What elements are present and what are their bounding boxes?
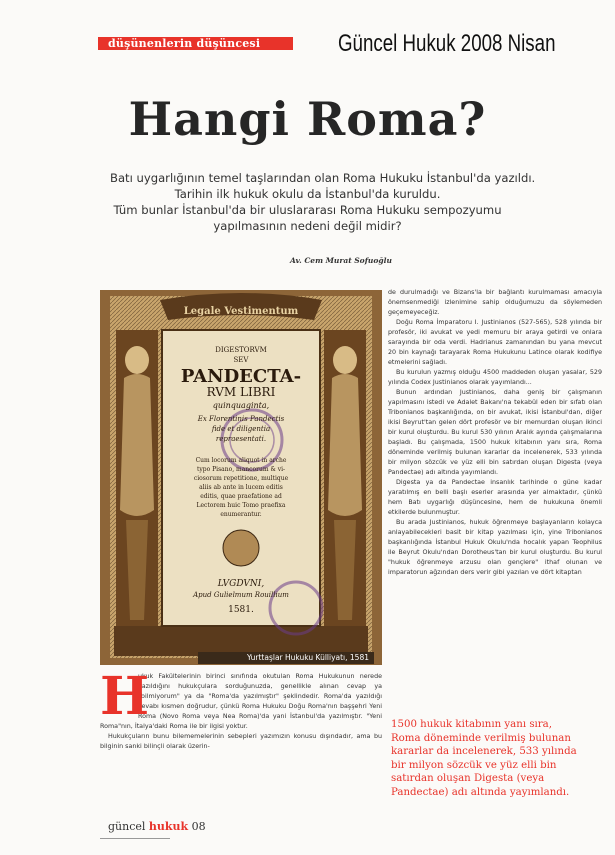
figure-page-line: ciosorum repetitione, multique (193, 475, 289, 482)
figure-page-line: PANDECTA- (180, 366, 302, 387)
article-subtitle (110, 170, 536, 234)
figure-page-line: typo Pisano, mancorum & vi- (196, 466, 286, 473)
figure-caption: Yurttaşlar Hukuku Külliyatı, 1581 (198, 652, 374, 664)
footer-divider (100, 838, 170, 839)
paragraph: Digesta ya da Pandectae insanlık tarihinde o güne kadar yaratılmış en belli başlı eserler arasında yer almaktadır, çünkü hem Batı uygarlığı düşüncesine, hem de hukukuna önemli etkilerde bulunmuştur. (388, 479, 602, 516)
article-headline: Hangi Roma? (128, 92, 487, 146)
figure-page-line: aliis ab ante in lucem editis (199, 484, 283, 491)
paragraph: Bu arada Justinianos, hukuk öğrenmeye başlayanların kolayca anlayabilecekleri basit bir kitap yazılması için, yine Tribonianos başkanlığında İstanbul Hukuk Okulu'nda hocalık yapan Teophilus ile Beyrut Okulu'ndan Dorotheus'tan bir kurul oluşturdu. Bu kurul "hukuk öğrenmeye arzusu olan gençlere" ithaf olunan ve imparatorun ağzından ders verir gibi yazılan ve dört kitaptan (388, 519, 602, 576)
article-right-column (388, 288, 602, 578)
pull-quote-line: bir milyon sözcük ve yüz elli bin (391, 759, 557, 771)
pull-quote-line: 1500 hukuk kitabının yanı sıra, (391, 719, 552, 730)
pull-quote (391, 718, 613, 799)
pull-quote-line: satırdan oluşan Digesta (veya (391, 773, 545, 784)
page-footer (108, 820, 206, 833)
book-title-page-image (100, 290, 382, 665)
subtitle-line: Tüm bunlar İstanbul'da bir uluslararası Roma Hukuku sempozyumu (113, 203, 502, 217)
figure-imprint-line: 1581. (228, 605, 254, 615)
paragraph: Bu kurulun yazmış olduğu 4500 maddeden oluşan yasalar, 529 yılında Codex Justinianos olarak yayımlandı... (388, 369, 602, 386)
pull-quote-line: kararlar da incelenerek, 533 yılında (391, 746, 577, 757)
figure-page-line: fide et diligentia (211, 425, 271, 433)
figure-banner-text: Legale Vestimentum (183, 306, 299, 317)
dropcap-letter: H (100, 666, 150, 727)
paragraph: Hukukçuların bunu bilememelerinin sebepleri yazımızın konusu dışındadır, ama bu bilginin sanki bilinçli olarak üzerin- (100, 733, 382, 750)
subtitle-line: Tarihin ilk hukuk okulu da İstanbul'da kuruldu. (174, 187, 441, 201)
footer-magazine-prefix: güncel (108, 820, 146, 833)
paragraph: ukuk Fakültelerinin birinci sınıfında okutulan Roma Hukukunun nerede yazıldığını hukukçulara sorduğunuzda, genellikle alınan cevap ya "bilmiyorum" ya da "Roma'da yazılmıştır" şeklindedir. Roma'da yazıldığı cevabı kısmen doğrudur, çünkü Roma Hukuku Doğu Roma'nın başşehri Yeni Roma (Novo Roma veya Nea Roma)'da yani İstanbul'da yazılmıştır. "Yeni Roma"nın, İtalya'daki Roma ile bir ilgisi yoktur. (100, 673, 382, 730)
section-label: düşünenlerin düşüncesi (98, 37, 293, 50)
figure-page-line: RVM LIBRI (206, 385, 276, 399)
engraved-frame-illustration (100, 290, 382, 665)
author-byline: Av. Cem Murat Sofuoğlu (290, 256, 392, 265)
figure-imprint-line: Apud Gulielmum Rouillium (193, 591, 289, 599)
figure-page-line: enumerantur. (220, 511, 262, 518)
paragraph: Doğu Roma İmparatoru I. Justinianos (527-565), 528 yılında bir profesör, iki avukat ve yedi memuru bir araya getirdi ve onlara sarayında bir oda verdi. Hadrianus zamanından bu yana mevcut 20 bin kaynağı tarayarak Roma Hukukunu Latince olarak kodifiye etmelerini sağladı. (388, 319, 602, 366)
issue-title: Güncel Hukuk 2008 Nisan (338, 30, 556, 57)
subtitle-line: yapılmasının nedeni değil midir? (213, 219, 402, 233)
figure-page-line: DIGESTORVM (215, 346, 267, 354)
figure-page-line: repraesentati. (215, 435, 267, 443)
page-number: 08 (191, 820, 206, 833)
pull-quote-line: Pandectae) adı altında yayımlandı. (391, 786, 570, 798)
figure-page-line: Cum locorum aliquot in arche (195, 457, 287, 464)
subtitle-line: Batı uygarlığının temel taşlarından olan Roma Hukuku İstanbul'da yazıldı. (110, 171, 536, 185)
paragraph: Bunun ardından Justinianos, daha geniş bir çalışmanın yapılmasını istedi ve Adalet Bakanı'na tekabül eden bir sıfatı olan Tribonianos başkanlığında, on bir avukat, ikisi İstanbul'dan, diğer ikisi Beyrut'tan gelen dört profesör ve bir memurdan oluşan ikinci bir kurul oluşturdu. Bu kurul 530 yılının Aralık ayında çalışmalarına başladı. Bu çalışmada, 1500 hukuk kitabının yanı sıra, Roma döneminde verilmiş bulunan kararlar da incelenerek, 533 yılında bir milyon sözcük ve yüz elli bin satırdan oluşan Digesta (veya Pandectae) adı altında yayımlandı. (388, 389, 602, 476)
figure-imprint-line: LVGDVNI, (217, 579, 265, 589)
footer-magazine-brand: hukuk (148, 820, 189, 833)
figure-page-line: Ex Florentinis Pandectis (197, 415, 285, 423)
figure-page-line: SEV (233, 356, 249, 364)
pull-quote-line: Roma döneminde verilmiş bulunan (391, 732, 571, 744)
figure-page-line: quinquaginta, (212, 401, 270, 410)
paragraph: de durulmadığı ve Bizans'la bir bağlantı kurulmaması amacıyla önemsenmediği izlenimine sahip olduğumuzu da söylemeden geçemeyeceğiz. (388, 289, 602, 316)
figure-page-line: Lectorem huic Tomo praefixa (196, 502, 286, 509)
figure-page-line: editis, quae praefatione ad (200, 493, 282, 500)
